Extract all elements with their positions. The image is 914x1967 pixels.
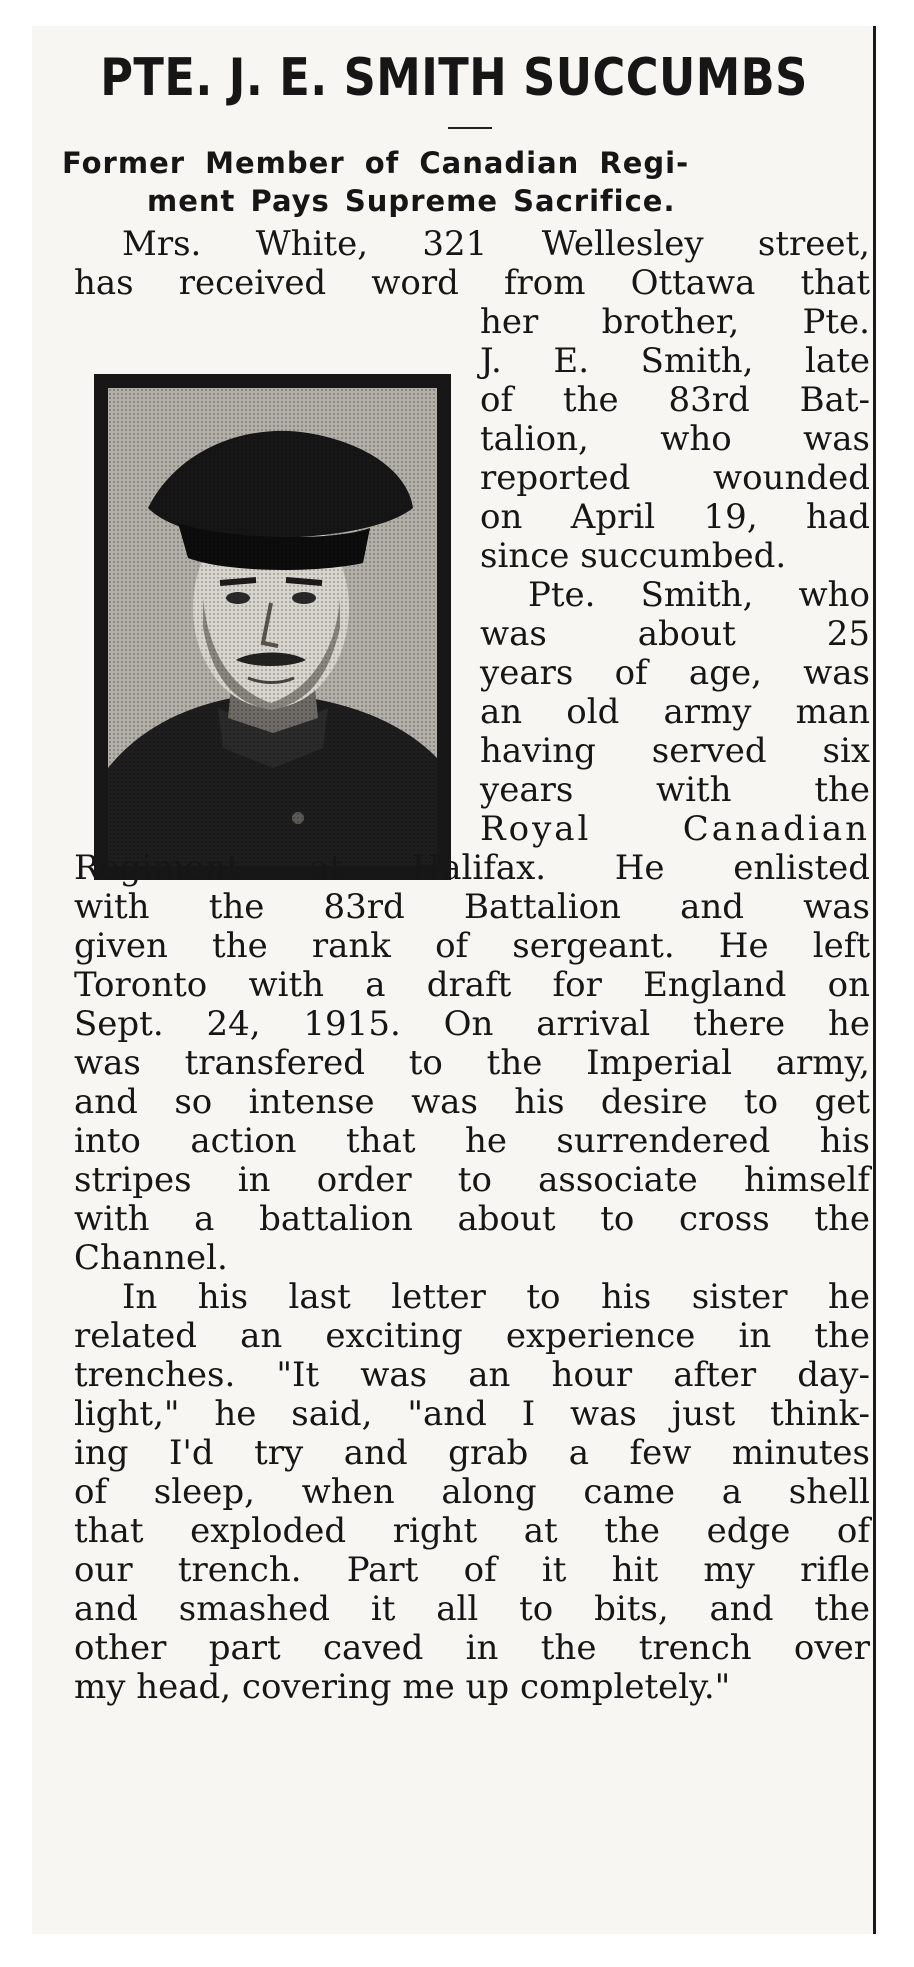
- paragraph-1-line: of the 83rd Bat-: [480, 380, 870, 420]
- paragraph-1-line: since succumbed.: [480, 536, 787, 576]
- paragraph-3-line: that exploded right at the edge of: [74, 1511, 870, 1551]
- headline-divider: [448, 127, 492, 129]
- subheadline-line-2: ment Pays Supreme Sacrifice.: [147, 184, 676, 218]
- paragraph-2-line: years with the: [480, 770, 870, 810]
- paragraph-3-line: light," he said, "and I was just think-: [74, 1394, 870, 1434]
- paragraph-2-line: and so intense was his desire to get: [74, 1082, 870, 1122]
- paragraph-2-line: Channel.: [74, 1238, 228, 1278]
- paragraph-1-line: has received word from Ottawa that: [74, 263, 870, 303]
- paragraph-3-line: trenches. "It was an hour after day-: [74, 1355, 870, 1395]
- paragraph-3-line: our trench. Part of it hit my rifle: [74, 1550, 870, 1590]
- paragraph-2-line: Pte. Smith, who: [528, 575, 870, 615]
- paragraph-3-line: of sleep, when along came a shell: [74, 1472, 870, 1512]
- paragraph-2-line: was about 25: [480, 614, 870, 654]
- paragraph-1-line: on April 19, had: [480, 497, 870, 537]
- paragraph-3-line: In his last letter to his sister he: [122, 1277, 870, 1317]
- paragraph-2-line: Royal Canadian: [480, 809, 870, 849]
- paragraph-1-line: talion, who was: [480, 419, 870, 459]
- paragraph-2-line: having served six: [480, 731, 870, 771]
- paragraph-2-line: with a battalion about to cross the: [74, 1199, 870, 1239]
- paragraph-3-line: other part caved in the trench over: [74, 1628, 870, 1668]
- paragraph-2-line: Toronto with a draft for England on: [74, 965, 870, 1005]
- paragraph-2-line: given the rank of sergeant. He left: [74, 926, 870, 966]
- paragraph-3-line: ing I'd try and grab a few minutes: [74, 1433, 870, 1473]
- paragraph-1-line: J. E. Smith, late: [480, 341, 870, 381]
- paragraph-1-line: Mrs. White, 321 Wellesley street,: [122, 224, 870, 264]
- paragraph-2-line: was transfered to the Imperial army,: [74, 1043, 870, 1083]
- subheadline-line-1: Former Member of Canadian Regi-: [62, 146, 690, 180]
- paragraph-2-line: into action that he surrendered his: [74, 1121, 870, 1161]
- paragraph-2-line: Regiment at Halifax. He enlisted: [74, 848, 870, 888]
- paragraph-2-line: with the 83rd Battalion and was: [74, 887, 870, 927]
- paragraph-3-line: my head, covering me up completely.": [74, 1667, 731, 1707]
- headline: PTE. J. E. SMITH SUCCUMBS: [100, 48, 808, 108]
- paragraph-3-line: and smashed it all to bits, and the: [74, 1589, 870, 1629]
- paragraph-2-line: stripes in order to associate himself: [74, 1160, 870, 1200]
- portrait-image: [108, 388, 437, 866]
- newspaper-clipping: [32, 26, 876, 1934]
- soldier-portrait-photo: [94, 374, 451, 880]
- paragraph-2-line: years of age, was: [480, 653, 870, 693]
- paragraph-2-line: an old army man: [480, 692, 870, 732]
- paragraph-2-line: Sept. 24, 1915. On arrival there he: [74, 1004, 870, 1044]
- paragraph-1-line: reported wounded: [480, 458, 870, 498]
- paragraph-3-line: related an exciting experience in the: [74, 1316, 870, 1356]
- paragraph-1-line: her brother, Pte.: [480, 302, 870, 342]
